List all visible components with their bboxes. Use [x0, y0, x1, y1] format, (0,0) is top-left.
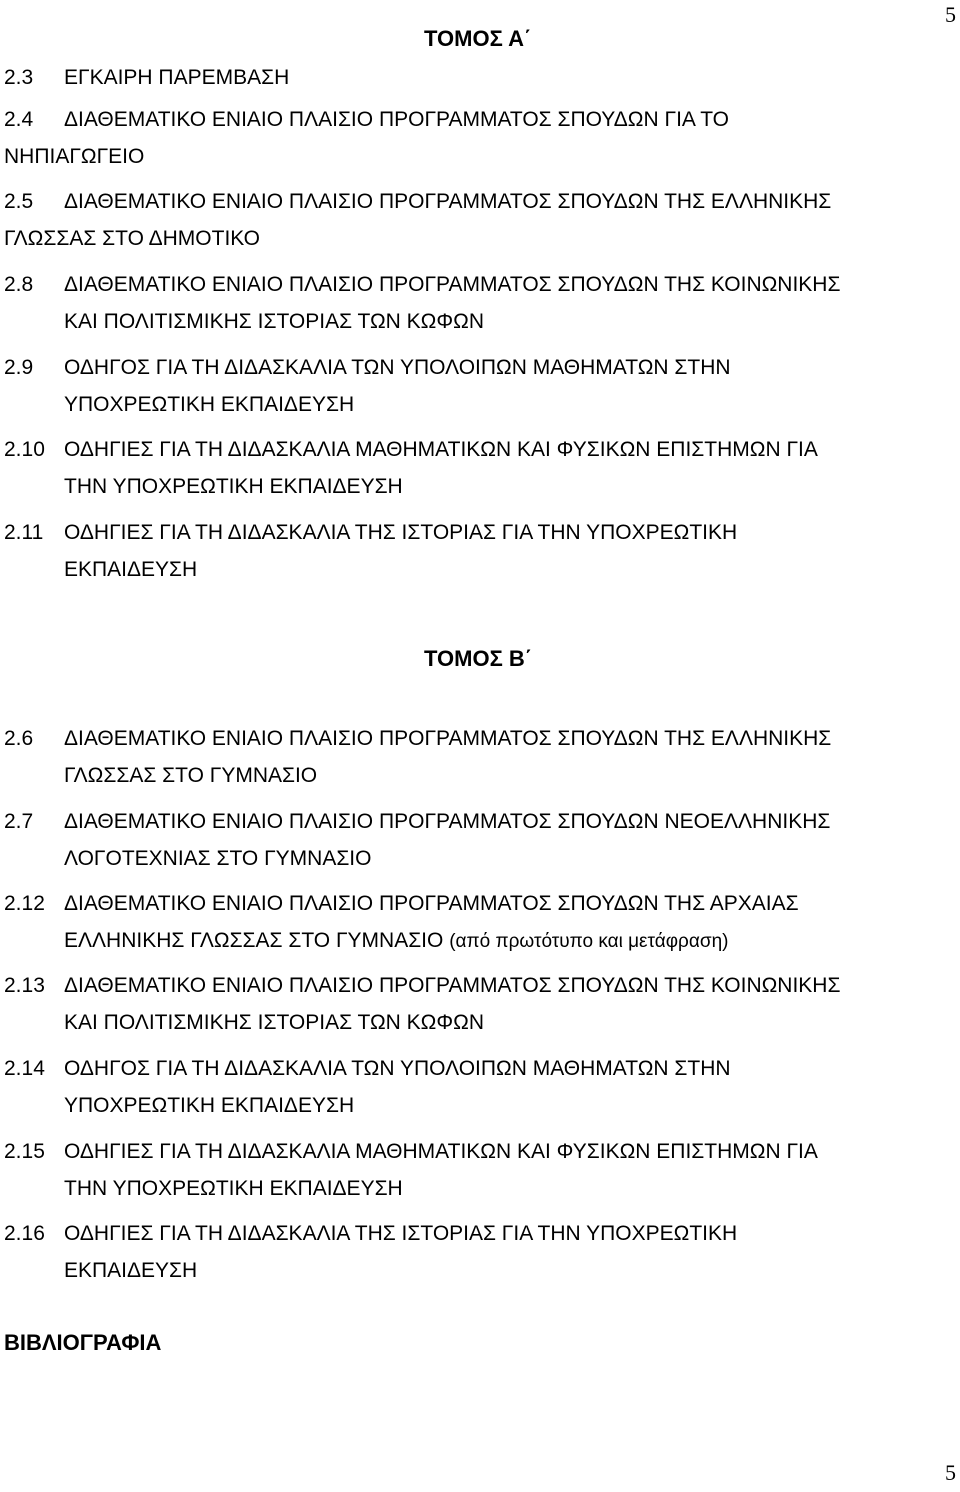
toc-entry-title-cont: ΚΑΙ ΠΟΛΙΤΙΣΜΙΚΗΣ ΙΣΤΟΡΙΑΣ ΤΩΝ ΚΩΦΩΝ	[64, 310, 484, 333]
toc-entry-title: ΔΙΑΘΕΜΑΤΙΚΟ ΕΝΙΑΙΟ ΠΛΑΙΣΙΟ ΠΡΟΓΡΑΜΜΑΤΟΣ ΣΠΟΥΔΩΝ ΤΗΣ ΚΟΙΝΩΝΙΚΗΣ	[64, 273, 841, 296]
toc-entry-2-13[interactable]	[4, 974, 958, 1035]
toc-entry-title-cont: ΝΗΠΙΑΓΩΓΕΙΟ	[4, 145, 145, 168]
toc-entry-number: 2.8	[4, 273, 34, 296]
toc-entry-2-6[interactable]	[4, 727, 958, 788]
toc-entry-title-cont: ΥΠΟΧΡΕΩΤΙΚΗ ΕΚΠΑΙΔΕΥΣΗ	[64, 393, 355, 416]
page-number-top: 5	[945, 2, 956, 27]
toc-entry-number: 2.10	[4, 438, 45, 461]
toc-entry-number: 2.5	[4, 190, 34, 213]
toc-entry-title: ΔΙΑΘΕΜΑΤΙΚΟ ΕΝΙΑΙΟ ΠΛΑΙΣΙΟ ΠΡΟΓΡΑΜΜΑΤΟΣ ΣΠΟΥΔΩΝ ΤΗΣ ΚΟΙΝΩΝΙΚΗΣ	[64, 974, 841, 997]
toc-entry-title-cont: ΓΛΩΣΣΑΣ ΣΤΟ ΓΥΜΝΑΣΙΟ	[64, 764, 318, 787]
toc-entry-number: 2.7	[4, 810, 34, 833]
toc-entry-number: 2.15	[4, 1140, 45, 1163]
toc-entry-2-3[interactable]	[4, 66, 958, 90]
toc-entry-title: ΟΔΗΓΟΣ ΓΙΑ ΤΗ ΔΙΔΑΣΚΑΛΙΑ ΤΩΝ ΥΠΟΛΟΙΠΩΝ ΜΑΘΗΜΑΤΩΝ ΣΤΗΝ	[64, 356, 731, 379]
toc-entry-number: 2.13	[4, 974, 45, 997]
toc-entry-title: ΟΔΗΓΙΕΣ ΓΙΑ ΤΗ ΔΙΔΑΣΚΑΛΙΑ ΜΑΘΗΜΑΤΙΚΩΝ ΚΑΙ ΦΥΣΙΚΩΝ ΕΠΙΣΤΗΜΩΝ ΓΙΑ	[64, 1140, 818, 1163]
toc-entry-title-cont: ΥΠΟΧΡΕΩΤΙΚΗ ΕΚΠΑΙΔΕΥΣΗ	[64, 1094, 355, 1117]
volume-b-title: ΤΟΜΟΣ Β΄	[424, 646, 533, 671]
toc-entry-title-cont: ΤΗΝ ΥΠΟΧΡΕΩΤΙΚΗ ΕΚΠΑΙΔΕΥΣΗ	[64, 475, 403, 498]
toc-entry-2-10[interactable]	[4, 438, 958, 499]
toc-entry-2-16[interactable]	[4, 1222, 958, 1283]
toc-entry-2-15[interactable]	[4, 1140, 958, 1201]
toc-entry-2-8[interactable]	[4, 273, 958, 334]
toc-entry-title-part1: ΔΙΑΘΕΜΑΤΙΚΟ ΕΝΙΑΙΟ ΠΛΑΙΣΙΟ ΠΡΟΓΡΑΜΜΑΤΟΣ ΣΠΟΥΔΩΝ	[64, 108, 659, 131]
toc-entry-2-5[interactable]	[4, 190, 958, 251]
page-number-bottom: 5	[945, 1460, 956, 1485]
toc-entry-title: ΔΙΑΘΕΜΑΤΙΚΟ ΕΝΙΑΙΟ ΠΛΑΙΣΙΟ ΠΡΟΓΡΑΜΜΑΤΟΣ ΣΠΟΥΔΩΝ ΝΕΟΕΛΛΗΝΙΚΗΣ	[64, 810, 831, 833]
toc-entry-2-4[interactable]	[4, 108, 958, 169]
toc-entry-title: ΔΙΑΘΕΜΑΤΙΚΟ ΕΝΙΑΙΟ ΠΛΑΙΣΙΟ ΠΡΟΓΡΑΜΜΑΤΟΣ ΣΠΟΥΔΩΝ ΤΗΣ ΕΛΛΗΝΙΚΗΣ	[64, 727, 832, 750]
toc-entry-number: 2.3	[4, 66, 34, 89]
toc-entry-title-cont: ΕΛΛΗΝΙΚΗΣ ΓΛΩΣΣΑΣ ΣΤΟ ΓΥΜΝΑΣΙΟ	[64, 929, 444, 952]
toc-entry-title: ΟΔΗΓΙΕΣ ΓΙΑ ΤΗ ΔΙΔΑΣΚΑΛΙΑ ΤΗΣ ΙΣΤΟΡΙΑΣ ΓΙΑ ΤΗΝ ΥΠΟΧΡΕΩΤΙΚΗ	[64, 1222, 738, 1245]
toc-entry-title: ΔΙΑΘΕΜΑΤΙΚΟ ΕΝΙΑΙΟ ΠΛΑΙΣΙΟ ΠΡΟΓΡΑΜΜΑΤΟΣ ΣΠΟΥΔΩΝ ΤΗΣ ΑΡΧΑΙΑΣ	[64, 892, 799, 915]
toc-entry-number: 2.11	[4, 521, 44, 544]
toc-entry-title: ΔΙΑΘΕΜΑΤΙΚΟ ΕΝΙΑΙΟ ΠΛΑΙΣΙΟ ΠΡΟΓΡΑΜΜΑΤΟΣ ΣΠΟΥΔΩΝ ΤΗΣ ΕΛΛΗΝΙΚΗΣ	[64, 190, 832, 213]
toc-entry-note: (από πρωτότυπο και μετάφραση)	[449, 931, 729, 952]
toc-entry-title-cont: ΓΛΩΣΣΑΣ ΣΤΟ ΔΗΜΟΤΙΚΟ	[4, 227, 260, 250]
toc-entry-title-cont: ΤΗΝ ΥΠΟΧΡΕΩΤΙΚΗ ΕΚΠΑΙΔΕΥΣΗ	[64, 1177, 403, 1200]
bibliography-heading[interactable]: ΒΙΒΛΙΟΓΡΑΦΙΑ	[4, 1330, 162, 1355]
toc-entry-2-14[interactable]	[4, 1057, 958, 1118]
toc-entry-number: 2.16	[4, 1222, 45, 1245]
toc-entry-title-part2: ΓΙΑ ΤΟ	[664, 108, 729, 131]
toc-entry-number: 2.4	[4, 108, 34, 131]
toc-entry-title-cont: ΚΑΙ ΠΟΛΙΤΙΣΜΙΚΗΣ ΙΣΤΟΡΙΑΣ ΤΩΝ ΚΩΦΩΝ	[64, 1011, 484, 1034]
toc-entry-2-12[interactable]	[4, 892, 958, 953]
toc-entry-title: ΟΔΗΓΙΕΣ ΓΙΑ ΤΗ ΔΙΔΑΣΚΑΛΙΑ ΤΗΣ ΙΣΤΟΡΙΑΣ ΓΙΑ ΤΗΝ ΥΠΟΧΡΕΩΤΙΚΗ	[64, 521, 738, 544]
toc-entry-number: 2.9	[4, 356, 34, 379]
toc-entry-2-9[interactable]	[4, 356, 958, 417]
volume-a-title: ΤΟΜΟΣ Α΄	[424, 26, 532, 51]
toc-entry-title-cont: ΛΟΓΟΤΕΧΝΙΑΣ ΣΤΟ ΓΥΜΝΑΣΙΟ	[64, 847, 372, 870]
toc-entry-number: 2.14	[4, 1057, 45, 1080]
toc-entry-2-11[interactable]	[4, 521, 958, 582]
toc-entry-title-cont: ΕΚΠΑΙΔΕΥΣΗ	[64, 558, 198, 581]
toc-entry-title: ΟΔΗΓΟΣ ΓΙΑ ΤΗ ΔΙΔΑΣΚΑΛΙΑ ΤΩΝ ΥΠΟΛΟΙΠΩΝ ΜΑΘΗΜΑΤΩΝ ΣΤΗΝ	[64, 1057, 731, 1080]
toc-entry-title: ΟΔΗΓΙΕΣ ΓΙΑ ΤΗ ΔΙΔΑΣΚΑΛΙΑ ΜΑΘΗΜΑΤΙΚΩΝ ΚΑΙ ΦΥΣΙΚΩΝ ΕΠΙΣΤΗΜΩΝ ΓΙΑ	[64, 438, 818, 461]
toc-entry-title-cont: ΕΚΠΑΙΔΕΥΣΗ	[64, 1259, 198, 1282]
toc-entry-number: 2.6	[4, 727, 34, 750]
toc-entry-title: ΕΓΚΑΙΡΗ ΠΑΡΕΜΒΑΣΗ	[64, 66, 290, 89]
toc-entry-number: 2.12	[4, 892, 45, 915]
toc-entry-2-7[interactable]	[4, 810, 958, 871]
